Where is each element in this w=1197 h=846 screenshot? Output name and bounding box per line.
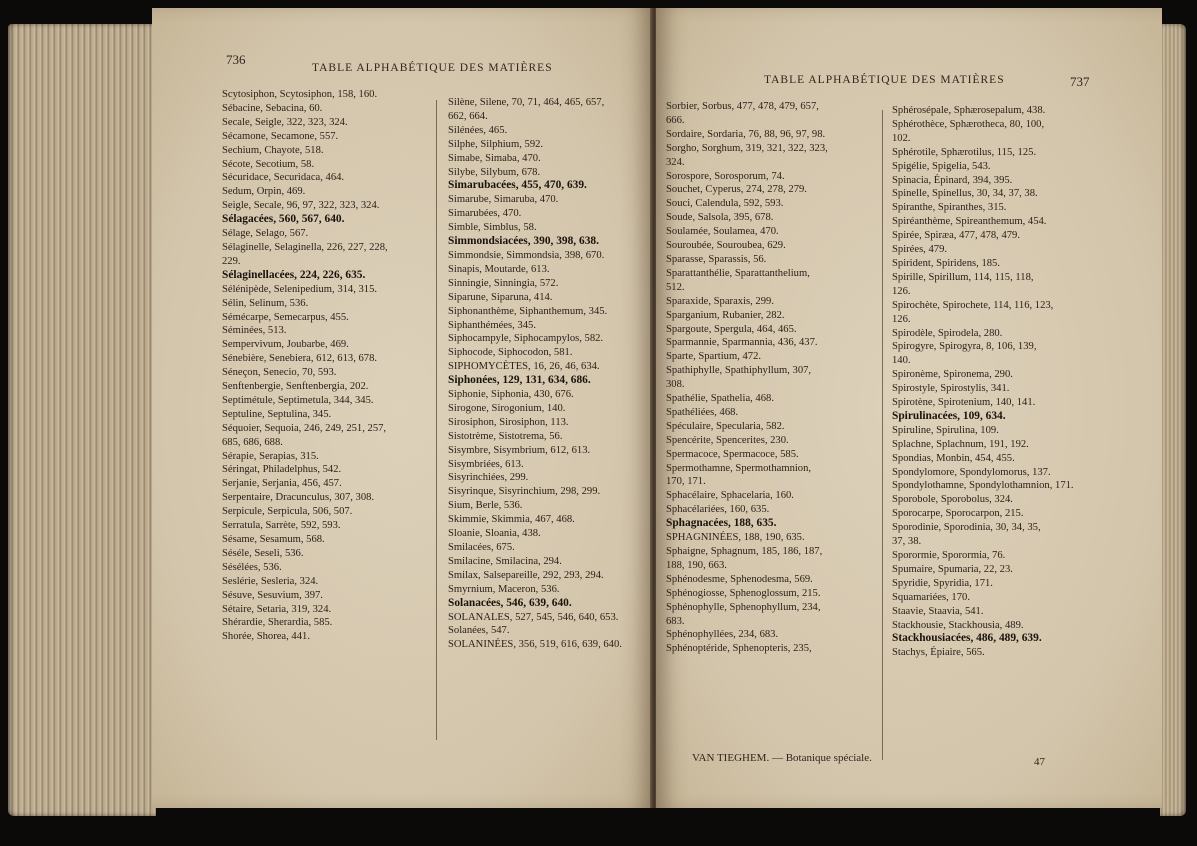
index-entry: Spargoute, Spergula, 464, 465. — [666, 323, 797, 335]
index-entry: Sphaigne, Sphagnum, 185, 186, 187, — [666, 546, 823, 557]
index-entry: Spyridie, Spyridia, 171. — [892, 577, 993, 589]
index-entry: Sphénophylle, Sphenophyllum, 234, — [666, 601, 821, 613]
index-entry: Solanacées, 546, 639, 640. — [448, 596, 572, 609]
left-page — [152, 8, 652, 808]
index-entry: Seigle, Secale, 96, 97, 322, 323, 324. — [222, 200, 380, 212]
index-entry: Spirée, Spiræa, 477, 478, 479. — [892, 230, 1020, 242]
index-entry: 170, 171. — [666, 476, 706, 488]
index-entry: Septuline, Septulina, 345. — [222, 408, 332, 420]
index-entry: Sporobole, Sporobolus, 324. — [892, 494, 1013, 506]
index-entry: Sémécarpe, Semecarpus, 455. — [222, 311, 349, 323]
index-entry: Sphacélariées, 160, 635. — [666, 504, 770, 516]
index-entry: Silène, Silene, 70, 71, 464, 465, 657, — [448, 97, 605, 108]
index-entry: Sinningie, Sinningia, 572. — [448, 277, 559, 289]
index-entry: Sérapie, Serapias, 315. — [222, 450, 319, 462]
index-entry: Spinacia, Épinard, 394, 395. — [892, 174, 1013, 186]
index-entry: Sisymbre, Sisymbrium, 612, 613. — [448, 444, 591, 456]
index-entry: 140. — [892, 355, 911, 367]
index-entry: Sisyrinchiées, 299. — [448, 472, 529, 484]
index-entry: Sphénodesme, Sphenodesma, 569. — [666, 573, 813, 585]
index-entry: Siphonées, 129, 131, 634, 686. — [448, 374, 591, 387]
index-entry: Sésuve, Sesuvium, 397. — [222, 589, 323, 601]
index-entry: Sparaxide, Sparaxis, 299. — [666, 295, 774, 307]
index-entry: 512. — [666, 281, 685, 293]
footer-author: VAN TIEGHEM. — Botanique spéciale. — [692, 752, 872, 764]
index-entry: Solanées, 547. — [448, 625, 510, 637]
index-entry: Spondylothamne, Spondylothamnion, 171. — [892, 480, 1074, 492]
index-entry: Sélagacées, 560, 567, 640. — [222, 213, 345, 226]
index-entry: Sisyrinque, Sisyrinchium, 298, 299. — [448, 486, 601, 498]
index-entry: 666. — [666, 114, 685, 126]
index-entry: Sloanie, Sloania, 438. — [448, 528, 541, 540]
index-entry: Spiranthe, Spiranthes, 315. — [892, 202, 1007, 214]
index-entry: Spinelle, Spinellus, 30, 34, 37, 38. — [892, 188, 1038, 200]
index-entry: Stackhousie, Stackhousia, 489. — [892, 619, 1024, 631]
index-entry: Séséle, Seseli, 536. — [222, 547, 304, 559]
index-entry: Spiruline, Spirulina, 109. — [892, 424, 999, 436]
index-entry: Sphénoptéride, Sphenopteris, 235, — [666, 643, 812, 655]
index-entry: Spirodèle, Spirodela, 280. — [892, 327, 1003, 339]
index-entry: Spermacoce, Spermacoce, 585. — [666, 448, 799, 460]
index-entry: Sparasse, Sparassis, 56. — [666, 253, 767, 265]
index-entry: Spiréanthème, Spireanthemum, 454. — [892, 216, 1047, 228]
index-entry: Spirident, Spiridens, 185. — [892, 257, 1000, 269]
index-entry: Simble, Simblus, 58. — [448, 222, 537, 234]
index-entry: Smilax, Salsepareille, 292, 293, 294. — [448, 569, 604, 581]
index-entry: Skimmie, Skimmia, 467, 468. — [448, 514, 575, 526]
index-entry: Spironème, Spironema, 290. — [892, 369, 1013, 381]
index-entry: 685, 686, 688. — [222, 436, 283, 448]
index-entry: Siphocode, Siphocodon, 581. — [448, 347, 573, 359]
index-entry: Spathélie, Spathelia, 468. — [666, 393, 774, 405]
index-entry: 126. — [892, 313, 911, 325]
index-entry: Secale, Seigle, 322, 323, 324. — [222, 116, 348, 128]
index-entry: 308. — [666, 379, 685, 391]
index-entry: Sisymbriées, 613. — [448, 458, 524, 470]
index-entry: Sinapis, Moutarde, 613. — [448, 263, 550, 275]
index-entry: SOLANALES, 527, 545, 546, 640, 653. — [448, 611, 619, 623]
index-entry: SPHAGNINÉES, 188, 190, 635. — [666, 532, 805, 544]
index-entry: Serjanie, Serjania, 456, 457. — [222, 478, 342, 490]
index-entry: Spirulinacées, 109, 634. — [892, 409, 1006, 422]
index-entry: Siparune, Siparuna, 414. — [448, 291, 553, 303]
page-edges-right — [1160, 24, 1186, 816]
index-entry: Sélénipède, Selenipedium, 314, 315. — [222, 283, 378, 295]
index-entry: Septimétule, Septimetula, 344, 345. — [222, 394, 374, 406]
index-entry: Sium, Berle, 536. — [448, 500, 523, 512]
index-entry: Serratula, Sarrète, 592, 593. — [222, 520, 341, 532]
index-entry: Spondias, Monbin, 454, 455. — [892, 452, 1015, 464]
index-entry: Sedum, Orpin, 469. — [222, 186, 306, 198]
index-entry: 102. — [892, 132, 911, 144]
index-entry: Sphérothèce, Sphærotheca, 80, 100, — [892, 118, 1045, 130]
index-entry: 683. — [666, 615, 685, 627]
index-entry: Spirogyre, Spirogyra, 8, 106, 139, — [892, 341, 1037, 353]
index-entry: Spirotène, Spirotenium, 140, 141. — [892, 397, 1036, 409]
index-entry: Senftenbergie, Senftenbergia, 202. — [222, 381, 369, 393]
index-entry: Stackhousiacées, 486, 489, 639. — [892, 632, 1042, 645]
index-entry: Sébacine, Sebacina, 60. — [222, 102, 323, 114]
index-entry: Spirostyle, Spirostylis, 341. — [892, 383, 1010, 395]
index-entry: Silybe, Silybum, 678. — [448, 166, 541, 178]
index-entry: Sécuridace, Securidaca, 464. — [222, 172, 345, 184]
index-entry: Serpicule, Serpicula, 506, 507. — [222, 506, 353, 518]
index-entry: Sphérotile, Sphærotilus, 115, 125. — [892, 146, 1037, 158]
index-entry: Spencérite, Spencerites, 230. — [666, 434, 789, 446]
index-entry: Spigélie, Spigelia, 543. — [892, 160, 991, 172]
index-entry: Sparganium, Rubanier, 282. — [666, 309, 785, 321]
index-entry: Sparattanthélie, Sparattanthelium, — [666, 267, 810, 279]
index-entry: Sporocarpe, Sporocarpon, 215. — [892, 508, 1024, 520]
right-page — [656, 8, 1162, 808]
index-entry: Staavie, Staavia, 541. — [892, 605, 984, 617]
index-entry: Spéculaire, Specularia, 582. — [666, 420, 785, 432]
index-entry: 37, 38. — [892, 536, 922, 548]
index-entry: Sphénophyllées, 234, 683. — [666, 629, 779, 641]
index-entry: Souci, Calendula, 592, 593. — [666, 198, 784, 210]
index-entry: Simarubacées, 455, 470, 639. — [448, 179, 587, 192]
index-entry: Sistotrème, Sistotrema, 56. — [448, 430, 563, 442]
index-entry: Splachne, Splachnum, 191, 192. — [892, 438, 1029, 450]
index-entry: Sorbier, Sorbus, 477, 478, 479, 657, — [666, 101, 819, 112]
index-entry: Smilacées, 675. — [448, 542, 515, 553]
index-entry: Silénées, 465. — [448, 124, 508, 136]
index-entry: Sélin, Selinum, 536. — [222, 297, 309, 309]
index-entry: Soulamée, Soulamea, 470. — [666, 226, 779, 238]
index-entry: Sélaginellacées, 224, 226, 635. — [222, 268, 366, 281]
index-entry: 126. — [892, 285, 911, 297]
index-entry: 662, 664. — [448, 110, 488, 122]
index-entry: Séneçon, Senecio, 70, 593. — [222, 367, 337, 379]
index-entry: Spirille, Spirillum, 114, 115, 118, — [892, 271, 1034, 283]
index-entry: Sechium, Chayote, 518. — [222, 144, 324, 156]
index-entry: Spirochète, Spirochete, 114, 116, 123, — [892, 299, 1054, 311]
index-entry: Sparmannie, Sparmannia, 436, 437. — [666, 337, 818, 349]
index-entry: Sparte, Spartium, 472. — [666, 351, 762, 363]
page-edges-left — [8, 24, 156, 816]
index-entry: Sélaginelle, Selaginella, 226, 227, 228, — [222, 241, 388, 253]
index-entry: Soude, Salsola, 395, 678. — [666, 212, 774, 224]
index-entry: Sétaire, Setaria, 319, 324. — [222, 603, 332, 615]
index-entry: Sirogone, Sirogonium, 140. — [448, 402, 566, 414]
index-entry: Simarube, Simaruba, 470. — [448, 194, 559, 206]
index-entry: Sphénogiosse, Sphenoglossum, 215. — [666, 587, 821, 599]
index-entry: Sésame, Sesamum, 568. — [222, 534, 325, 545]
index-entry: Spermothamne, Spermothamnion, — [666, 462, 812, 474]
index-entry: Seslérie, Sesleria, 324. — [222, 575, 319, 587]
index-entry: Sporormie, Sporormia, 76. — [892, 550, 1006, 561]
index-entry: Sésélées, 536. — [222, 561, 282, 573]
index-entry: Serpentaire, Dracunculus, 307, 308. — [222, 492, 375, 504]
index-entry: Simarubées, 470. — [448, 208, 522, 220]
index-entry: Spumaire, Spumaria, 22, 23. — [892, 563, 1013, 575]
index-entry: Séringat, Philadelphus, 542. — [222, 464, 342, 476]
index-entry: Souchet, Cyperus, 274, 278, 279. — [666, 184, 807, 196]
footer-signature-number: 47 — [1034, 756, 1045, 768]
index-column-right-2 — [892, 104, 1098, 760]
index-entry: Spathéliées, 468. — [666, 406, 739, 418]
index-entry: Sphacélaire, Sphacelaria, 160. — [666, 490, 794, 502]
column-rule-left — [436, 100, 437, 740]
running-head-right: TABLE ALPHABÉTIQUE DES MATIÈRES — [764, 74, 1005, 86]
index-entry: Sécamone, Secamone, 557. — [222, 130, 339, 142]
index-entry: SOLANINÉES, 356, 519, 616, 639, 640. — [448, 639, 622, 651]
index-entry: Séminées, 513. — [222, 325, 287, 337]
index-entry: Sorospore, Sorosporum, 74. — [666, 170, 785, 182]
index-entry: Sempervivum, Joubarbe, 469. — [222, 339, 349, 351]
index-entry: Smyrnium, Maceron, 536. — [448, 583, 560, 595]
page-number-right: 737 — [1070, 74, 1090, 89]
page-number-left: 736 — [226, 52, 246, 67]
index-entry: Sphagnacées, 188, 635. — [666, 517, 777, 530]
index-entry: 188, 190, 663. — [666, 559, 727, 571]
index-entry: Scytosiphon, Scytosiphon, 158, 160. — [222, 89, 378, 100]
index-entry: Sphérosépale, Sphærosepalum, 438. — [892, 105, 1046, 116]
index-entry: Sécote, Secotium, 58. — [222, 158, 315, 170]
index-entry: Shérardie, Sherardia, 585. — [222, 617, 333, 629]
index-column-right-1 — [666, 100, 878, 756]
index-entry: Sénebière, Senebiera, 612, 613, 678. — [222, 353, 378, 365]
index-entry: 229. — [222, 255, 241, 267]
index-entry: Siphocampyle, Siphocampylos, 582. — [448, 333, 604, 345]
index-entry: Squamariées, 170. — [892, 591, 970, 603]
index-entry: Stachys, Épiaire, 565. — [892, 647, 985, 659]
index-entry: Simmondsie, Simmondsia, 398, 670. — [448, 249, 605, 261]
index-entry: Simmondsiacées, 390, 398, 638. — [448, 235, 599, 248]
index-entry: Siphanthémées, 345. — [448, 319, 536, 331]
index-entry: Spathiphylle, Spathiphyllum, 307, — [666, 365, 812, 377]
index-entry: Simabe, Simaba, 470. — [448, 152, 541, 164]
index-column-left-2 — [448, 96, 644, 756]
column-rule-right — [882, 110, 883, 760]
index-entry: Souroubée, Souroubea, 629. — [666, 240, 786, 252]
index-column-left-1 — [222, 88, 432, 748]
index-entry: Siphonie, Siphonia, 430, 676. — [448, 389, 574, 401]
index-entry: Smilacine, Smilacina, 294. — [448, 555, 562, 567]
index-entry: Spirées, 479. — [892, 244, 948, 256]
index-entry: Séquoier, Sequoia, 246, 249, 251, 257, — [222, 422, 387, 434]
index-entry: Sordaire, Sordaria, 76, 88, 96, 97, 98. — [666, 128, 826, 140]
index-entry: Shorée, Shorea, 441. — [222, 631, 310, 643]
index-entry: Sporodinie, Sporodinia, 30, 34, 35, — [892, 522, 1041, 534]
index-entry: Siphonanthème, Siphanthemum, 345. — [448, 305, 608, 317]
index-entry: Sorgho, Sorghum, 319, 321, 322, 323, — [666, 142, 828, 154]
index-entry: Sirosiphon, Sirosiphon, 113. — [448, 416, 569, 428]
index-entry: Sélage, Selago, 567. — [222, 228, 309, 240]
index-entry: 324. — [666, 156, 685, 168]
index-entry: Silphe, Silphium, 592. — [448, 138, 544, 150]
index-entry: SIPHOMYCÈTES, 16, 26, 46, 634. — [448, 361, 600, 373]
running-head-left: TABLE ALPHABÉTIQUE DES MATIÈRES — [312, 62, 553, 74]
index-entry: Spondylomore, Spondylomorus, 137. — [892, 466, 1051, 478]
